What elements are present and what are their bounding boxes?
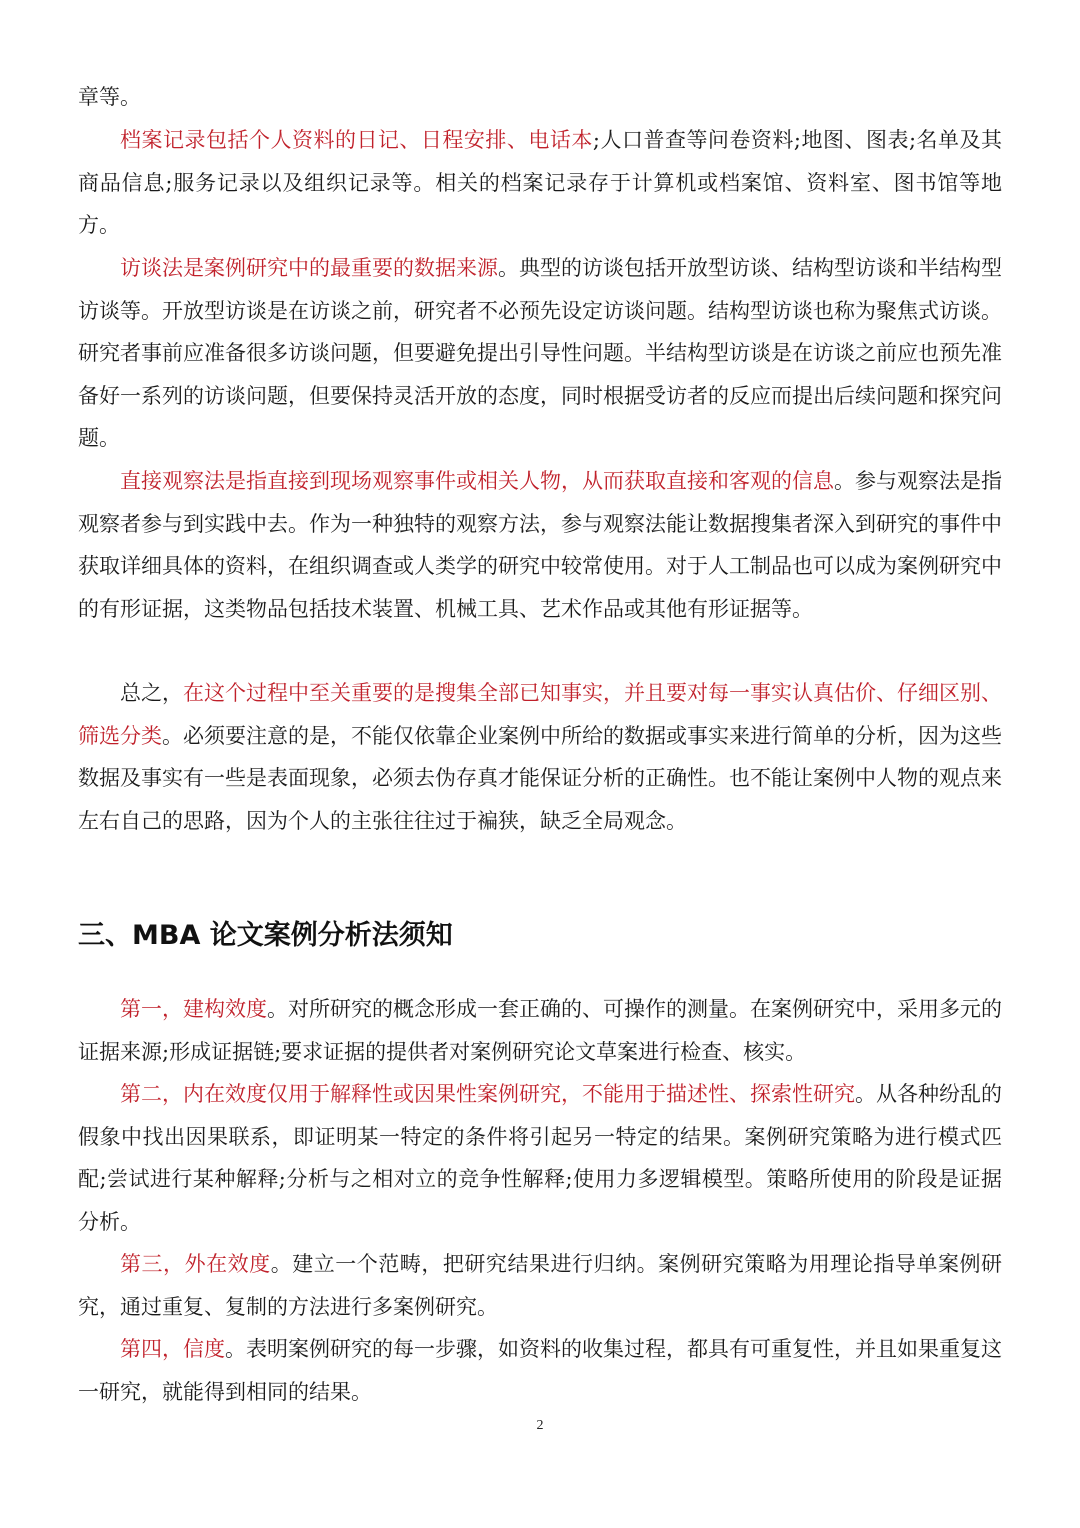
highlighted-text: 第一，建构效度	[120, 997, 267, 1021]
highlighted-text: 档案记录包括个人资料的日记、日程安排、电话本	[120, 128, 593, 152]
paragraph-summary	[78, 672, 1002, 842]
paragraph-text: 章等。	[78, 85, 141, 109]
paragraph-text: 。典型的访谈包括开放型访谈、结构型访谈和半结构型访谈等。开放型访谈是在访谈之前，研究者不必预先设定访谈问题。结构型访谈也称为聚焦式访谈。研究者事前应准备很多访谈问题，但要避免提出引导性问题。半结构型访谈是在访谈之前应也预先准备好一系列的访谈问题，但要保持灵活开放的态度，同时根据受访者的反应而提出后续问题和探究问题。	[78, 256, 1002, 450]
paragraph-text: 。对所研究的概念形成一套正确的、可操作的测量。在案例研究中，采用多元的证据来源;形成证据链;要求证据的提供者对案例研究论文草案进行检查、核实。	[78, 997, 1002, 1064]
paragraph-interview-method	[78, 247, 1002, 460]
highlighted-text: 第二，内在效度仅用于解释性或因果性案例研究，不能用于描述性、探索性研究	[120, 1082, 855, 1106]
section-heading: 三、MBA 论文案例分析法须知	[78, 920, 453, 951]
highlighted-text: 访谈法是案例研究中的最重要的数据来源	[120, 256, 498, 280]
highlighted-text: 直接观察法是指直接到现场观察事件或相关人物，从而获取直接和客观的信息	[120, 469, 834, 493]
paragraph-archive-records	[78, 119, 1002, 247]
paragraph-text: 。建立一个范畴，把研究结果进行归纳。案例研究策略为用理论指导单案例研究，通过重复、复制的方法进行多案例研究。	[78, 1252, 1003, 1319]
paragraph-text: ;人口普查等问卷资料;地图、图表;名单及其商品信息;服务记录以及组织记录等。相关的档案记录存于计算机或档案馆、资料室、图书馆等地方。	[78, 128, 1003, 237]
paragraph-construct-validity	[78, 988, 1002, 1073]
paragraph-text: 。必须要注意的是，不能仅依靠企业案例中所给的数据或事实来进行简单的分析，因为这些数据及事实有一些是表面现象，必须去伪存真才能保证分析的正确性。也不能让案例中人物的观点来左右自己的思路，因为个人的主张往往过于褊狭，缺乏全局观念。	[78, 723, 1002, 833]
paragraph-continuation	[78, 76, 1002, 119]
paragraph-text: 。表明案例研究的每一步骤，如资料的收集过程，都具有可重复性，并且如果重复这一研究，就能得到相同的结果。	[78, 1337, 1002, 1404]
highlighted-text: 第三，外在效度	[120, 1252, 271, 1276]
paragraph-direct-observation	[78, 460, 1002, 630]
highlighted-text: 在这个过程中至关重要的是搜集全部已知事实，并且要对每一事实认真估价、仔细区别、筛选分类	[78, 681, 1002, 748]
paragraph-text: 。参与观察法是指观察者参与到实践中去。作为一种独特的观察方法，参与观察法能让数据搜集者深入到研究的事件中获取详细具体的资料，在组织调查或人类学的研究中较常使用。对于人工制品也可以成为案例研究中的有形证据，这类物品包括技术装置、机械工具、艺术作品或其他有形证据等。	[78, 469, 1002, 621]
paragraph-external-validity	[78, 1243, 1002, 1328]
page-number: 2	[536, 1418, 544, 1433]
highlighted-text: 第四，信度	[120, 1337, 225, 1361]
paragraph-reliability	[78, 1328, 1002, 1413]
paragraph-text: 。从各种纷乱的假象中找出因果联系，即证明某一特定的条件将引起另一特定的结果。案例研究策略为进行模式匹配;尝试进行某种解释;分析与之相对立的竞争性解释;使用力多逻辑模型。策略所使用的阶段是证据分析。	[78, 1082, 1002, 1234]
paragraph-internal-validity	[78, 1073, 1002, 1243]
paragraph-lead: 总之，	[120, 681, 183, 705]
